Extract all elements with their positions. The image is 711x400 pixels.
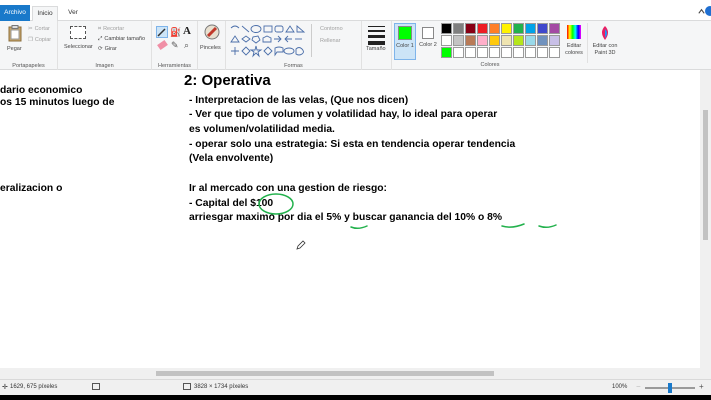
text-line-1: - Interpretacion de las velas, (Que nos dicen)	[189, 95, 409, 106]
copy-icon: ❐	[28, 37, 33, 43]
paste-button[interactable]	[4, 24, 26, 58]
resize-button[interactable]	[98, 35, 145, 43]
brushes-group	[198, 21, 226, 70]
colors-group-label: Colores	[480, 62, 500, 68]
edit-colors-button[interactable]	[564, 23, 584, 63]
pencil-icon	[157, 27, 167, 37]
outline-dropdown[interactable]	[320, 25, 343, 32]
color1-swatch	[398, 26, 412, 40]
rotate-button[interactable]	[98, 45, 117, 52]
zoom-out-button[interactable]: −	[636, 382, 641, 391]
palette-swatch[interactable]	[549, 47, 560, 58]
palette-swatch[interactable]	[441, 35, 452, 46]
color2-label: Color 2	[419, 42, 437, 48]
brush-icon	[203, 24, 221, 40]
vertical-scroll-thumb[interactable]	[703, 110, 708, 240]
page-heading: 2: Operativa	[184, 72, 271, 89]
tab-view[interactable]: Ver	[68, 9, 78, 16]
cut-label: Cortar	[34, 26, 50, 32]
vertical-scrollbar[interactable]	[700, 70, 711, 368]
palette-swatch[interactable]	[477, 23, 488, 34]
palette-swatch[interactable]	[501, 47, 512, 58]
palette-swatch[interactable]	[477, 35, 488, 46]
text-line-7: - Capital del $100	[189, 198, 274, 209]
palette-swatch[interactable]	[465, 47, 476, 58]
zoom-level: 100%	[612, 384, 628, 390]
zoom-slider-thumb[interactable]	[668, 383, 672, 393]
underline-10pct	[502, 224, 524, 227]
zoom-in-button[interactable]: +	[699, 382, 704, 391]
palette-swatch[interactable]	[549, 23, 560, 34]
select-button[interactable]	[63, 24, 95, 58]
cursor-position: 1629, 675 píxeles	[10, 384, 58, 390]
cut-button[interactable]	[28, 25, 50, 32]
rotate-label: Girar	[104, 46, 117, 52]
palette-swatch[interactable]	[513, 35, 524, 46]
palette-swatch[interactable]	[525, 35, 536, 46]
fill-dropdown[interactable]	[320, 37, 340, 44]
size-lines-icon	[368, 26, 385, 45]
size-dropdown[interactable]	[365, 24, 389, 60]
tools-group	[152, 21, 198, 70]
shapes-gallery[interactable]	[229, 24, 309, 58]
fill-label: Rellenar	[320, 38, 341, 44]
copy-label: Copiar	[34, 37, 52, 43]
crop-label: Recortar	[103, 26, 125, 32]
color1-label: Color 1	[396, 43, 414, 49]
resize-icon: ⤢	[98, 36, 103, 42]
crop-icon: ⌗	[98, 26, 102, 32]
text-line-5: (Vela envolvente)	[189, 153, 274, 164]
paste-label: Pegar	[7, 46, 22, 52]
work-area	[0, 70, 700, 368]
left-fragment-2: os 15 minutos luego de	[0, 97, 115, 108]
shapes-group	[226, 21, 362, 70]
selection-icon	[70, 26, 86, 39]
palette-swatch[interactable]	[489, 35, 500, 46]
left-fragment-3: eralizacion o	[0, 183, 63, 194]
cursor-position-icon: ✛	[2, 384, 8, 391]
horizontal-scrollbar[interactable]	[0, 368, 700, 379]
rotate-icon: ⟳	[98, 46, 103, 52]
color-palette	[441, 23, 565, 59]
pencil-cursor-icon	[296, 240, 306, 250]
ribbon	[0, 21, 711, 70]
canvas[interactable]	[0, 70, 700, 368]
horizontal-scroll-thumb[interactable]	[156, 371, 494, 376]
size-group	[362, 21, 392, 70]
resize-label: Cambiar tamaño	[104, 36, 146, 42]
palette-swatch[interactable]	[513, 23, 524, 34]
paint-bucket-icon: ⛽	[170, 27, 182, 37]
underline-8pct	[539, 225, 556, 227]
palette-swatch[interactable]	[525, 23, 536, 34]
image-group-label: Imagen	[95, 63, 114, 69]
color-wheel-icon	[567, 25, 581, 39]
palette-swatch[interactable]	[453, 47, 464, 58]
tab-home[interactable]: Inicio	[32, 6, 58, 21]
help-icon[interactable]	[705, 6, 711, 16]
screen-border	[0, 395, 711, 400]
scissors-icon: ✂	[28, 26, 33, 32]
palette-swatch[interactable]	[537, 47, 548, 58]
color2-swatch	[422, 27, 434, 39]
palette-swatch[interactable]	[513, 47, 524, 58]
palette-swatch[interactable]	[501, 23, 512, 34]
magnifier-icon: ⌕	[184, 40, 190, 50]
text-icon: A	[183, 25, 191, 37]
status-bar	[0, 379, 711, 395]
palette-swatch[interactable]	[441, 23, 452, 34]
text-line-8: arriesgar maximo por dia el 5% y buscar ganancia del 10% o 8%	[189, 212, 503, 223]
image-size-icon	[183, 383, 191, 390]
pencil-tool[interactable]	[156, 26, 168, 38]
brushes-button[interactable]	[200, 23, 224, 59]
palette-swatch[interactable]	[537, 23, 548, 34]
capital-circle-mark	[259, 194, 293, 214]
fill-tool[interactable]	[170, 27, 181, 38]
color2-button[interactable]	[418, 23, 440, 60]
shapes-group-label: Formas	[284, 63, 303, 69]
eyedropper-icon: ✎	[171, 40, 179, 50]
palette-swatch[interactable]	[537, 35, 548, 46]
scroll-corner	[700, 368, 711, 379]
zoom-slider[interactable]	[645, 387, 695, 389]
clipboard-group-label: Portapapeles	[12, 63, 45, 69]
ribbon-tabs	[0, 0, 711, 21]
palette-swatch[interactable]	[453, 23, 464, 34]
magnifier-tool[interactable]	[184, 40, 189, 51]
crop-button[interactable]	[98, 25, 124, 33]
annotation-marks	[0, 70, 700, 368]
palette-swatch[interactable]	[549, 35, 560, 46]
size-label: Tamaño	[366, 46, 386, 52]
brushes-label: Pinceles	[200, 45, 221, 51]
underline-5pct	[351, 226, 367, 228]
palette-swatch[interactable]	[453, 35, 464, 46]
outline-label: Contorno	[320, 26, 343, 32]
palette-swatch[interactable]	[465, 35, 476, 46]
tab-file[interactable]: Archivo	[0, 5, 30, 21]
eraser-tool[interactable]	[157, 40, 168, 50]
color1-button[interactable]	[394, 23, 416, 60]
text-tool[interactable]	[183, 25, 191, 37]
image-size: 3828 × 1734 píxeles	[194, 384, 249, 390]
text-line-3: es volumen/volatilidad media.	[189, 124, 335, 135]
left-fragment-1: dario economico	[0, 85, 83, 96]
text-line-4: - operar solo una estrategia: Si esta en tendencia operar tendencia	[189, 139, 516, 150]
palette-swatch[interactable]	[489, 47, 500, 58]
color-picker-tool[interactable]	[171, 40, 179, 51]
shapes-scroll[interactable]	[311, 24, 316, 57]
edit-colors-label: Editar colores	[565, 43, 583, 56]
clipboard-group	[0, 21, 58, 70]
palette-swatch[interactable]	[525, 47, 536, 58]
paint3d-label: Editar con Paint 3D	[592, 43, 618, 56]
text-line-2: - Ver que tipo de volumen y volatilidad hay, lo ideal para operar	[189, 109, 498, 120]
paint3d-button[interactable]	[587, 23, 621, 63]
palette-swatch[interactable]	[465, 23, 476, 34]
selection-size-icon	[92, 383, 100, 390]
palette-swatch[interactable]	[441, 47, 452, 58]
tools-group-label: Herramientas	[157, 63, 191, 69]
select-label: Seleccionar	[64, 44, 93, 50]
clipboard-icon	[8, 25, 22, 42]
image-group	[58, 21, 152, 70]
copy-button[interactable]	[28, 36, 51, 43]
palette-swatch[interactable]	[501, 35, 512, 46]
text-line-6: Ir al mercado con una gestion de riesgo:	[189, 183, 387, 194]
paint3d-icon	[598, 25, 612, 41]
palette-swatch[interactable]	[489, 23, 500, 34]
palette-swatch[interactable]	[477, 47, 488, 58]
